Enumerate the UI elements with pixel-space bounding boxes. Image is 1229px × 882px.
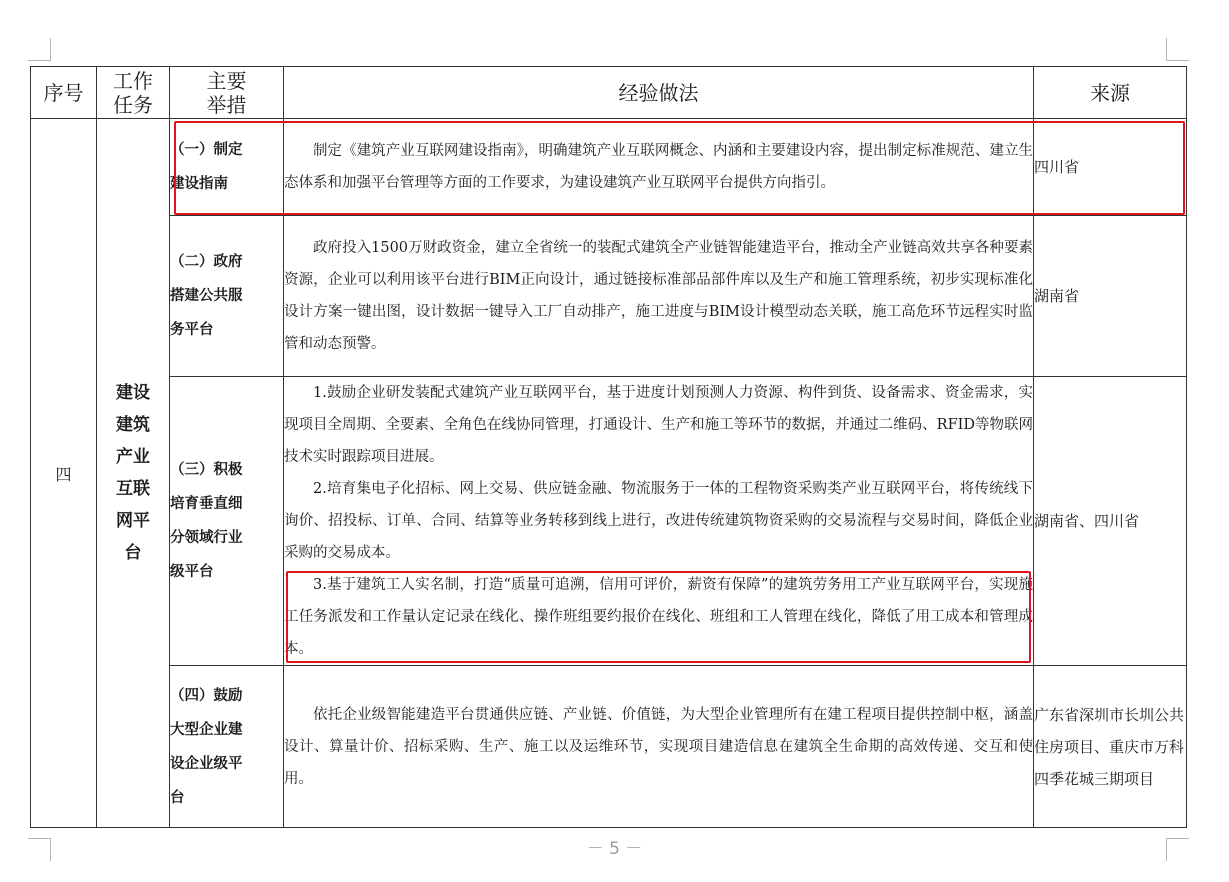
header-measure	[170, 67, 284, 119]
measure-line: （一）制定	[170, 141, 243, 158]
work-task	[97, 119, 170, 828]
measure-line: 务平台	[170, 321, 214, 338]
task-line: 网平	[116, 511, 150, 531]
practice-paragraph: 政府投入1500万财政资金，建立全省统一的装配式建筑全产业链智能建造平台，推动全产业链高效共享各种要素资源，企业可以利用该平台进行BIM正向设计，通过链接标准部品部件库以及生产和施工管理系统，初步实现标准化设计方案一键出图，设计数据一键导入工厂自动排产，施工进度与BIM设计模型动态关联，施工高危环节远程实时监管和动态预警。	[284, 240, 1033, 352]
measure-line: 搭建公共服	[170, 287, 243, 304]
source-cell: 四川省	[1034, 119, 1187, 216]
measure-cell	[170, 377, 284, 666]
source-cell: 湖南省、四川省	[1034, 377, 1187, 666]
header-task	[97, 67, 170, 119]
measure-line: 培育垂直细	[170, 495, 243, 512]
crop-mark-top-left	[28, 38, 51, 61]
measure-line: 大型企业建	[170, 720, 243, 738]
source-cell: 广东省深圳市长圳公共住房项目、重庆市万科四季花城三期项目	[1034, 666, 1187, 828]
page-number: － 5 －	[586, 839, 643, 859]
measure-line: 级平台	[170, 563, 214, 580]
header-task-line: 任务	[113, 92, 153, 117]
practice-paragraph: 制定《建筑产业互联网建设指南》，明确建筑产业互联网概念、内涵和主要建设内容，提出制定标准规范、建立生态体系和加强平台管理等方面的工作要求，为建设建筑产业互联网平台提供方向指引。	[284, 143, 1033, 191]
header-measure-line: 举措	[206, 92, 247, 117]
task-line: 台	[124, 543, 142, 563]
measure-line: 建设指南	[170, 175, 228, 192]
header-no: 序号	[31, 67, 97, 119]
practice-cell	[284, 216, 1034, 377]
measure-cell	[170, 216, 284, 377]
table-row	[31, 216, 1187, 377]
row-number: 四	[31, 119, 97, 828]
task-line: 建设	[116, 383, 150, 403]
measure-line: （三）积极	[170, 461, 243, 478]
header-measure-line: 主要	[206, 68, 247, 93]
task-line: 建筑	[116, 415, 150, 435]
measure-line: （四）鼓励	[170, 686, 243, 704]
task-line: 互联	[116, 479, 150, 499]
measure-line: 设企业级平	[170, 754, 243, 772]
table-header-row	[31, 67, 1187, 119]
measure-line: 分领域行业	[170, 529, 243, 546]
header-practice: 经验做法	[284, 67, 1034, 119]
crop-mark-top-right	[1166, 38, 1189, 61]
header-source: 来源	[1034, 67, 1187, 119]
measure-line: （二）政府	[170, 253, 243, 270]
table-row	[31, 666, 1187, 828]
practice-paragraph: 3.基于建筑工人实名制，打造“质量可追溯，信用可评价，薪资有保障”的建筑劳务用工产业互联网平台，实现施工任务派发和工作量认定记录在线化、操作班组要约报价在线化、班组和工人管理在线化，降低了用工成本和管理成本。	[284, 577, 1033, 657]
highlight-box-row-1	[174, 121, 1185, 215]
highlight-box-item-3	[286, 571, 1031, 663]
practice-paragraph: 依托企业级智能建造平台贯通供应链、产业链、价值链，为大型企业管理所有在建工程项目提供控制中枢，涵盖设计、算量计价、招标采购、生产、施工以及运维环节，实现项目建造信息在建筑全生命期的高效传递、交互和使用。	[284, 706, 1033, 787]
practice-cell	[284, 666, 1034, 828]
practice-paragraph: 1.鼓励企业研发装配式建筑产业互联网平台，基于进度计划预测人力资源、构件到货、设备需求、资金需求，实现项目全周期、全要素、全角色在线协同管理，打通设计、生产和施工等环节的数据，并通过二维码、RFID等物联网技术实时跟踪项目进展。	[284, 385, 1033, 465]
measure-cell	[170, 666, 284, 828]
header-task-line: 工作	[113, 68, 153, 93]
source-cell: 湖南省	[1034, 216, 1187, 377]
task-line: 产业	[116, 447, 150, 467]
practice-paragraph: 2.培育集电子化招标、网上交易、供应链金融、物流服务于一体的工程物资采购类产业互联网平台，将传统线下询价、招投标、订单、合同、结算等业务转移到线上进行，改进传统建筑物资采购的交易流程与交易时间，降低企业采购的交易成本。	[284, 481, 1033, 561]
measure-line: 台	[170, 788, 185, 806]
